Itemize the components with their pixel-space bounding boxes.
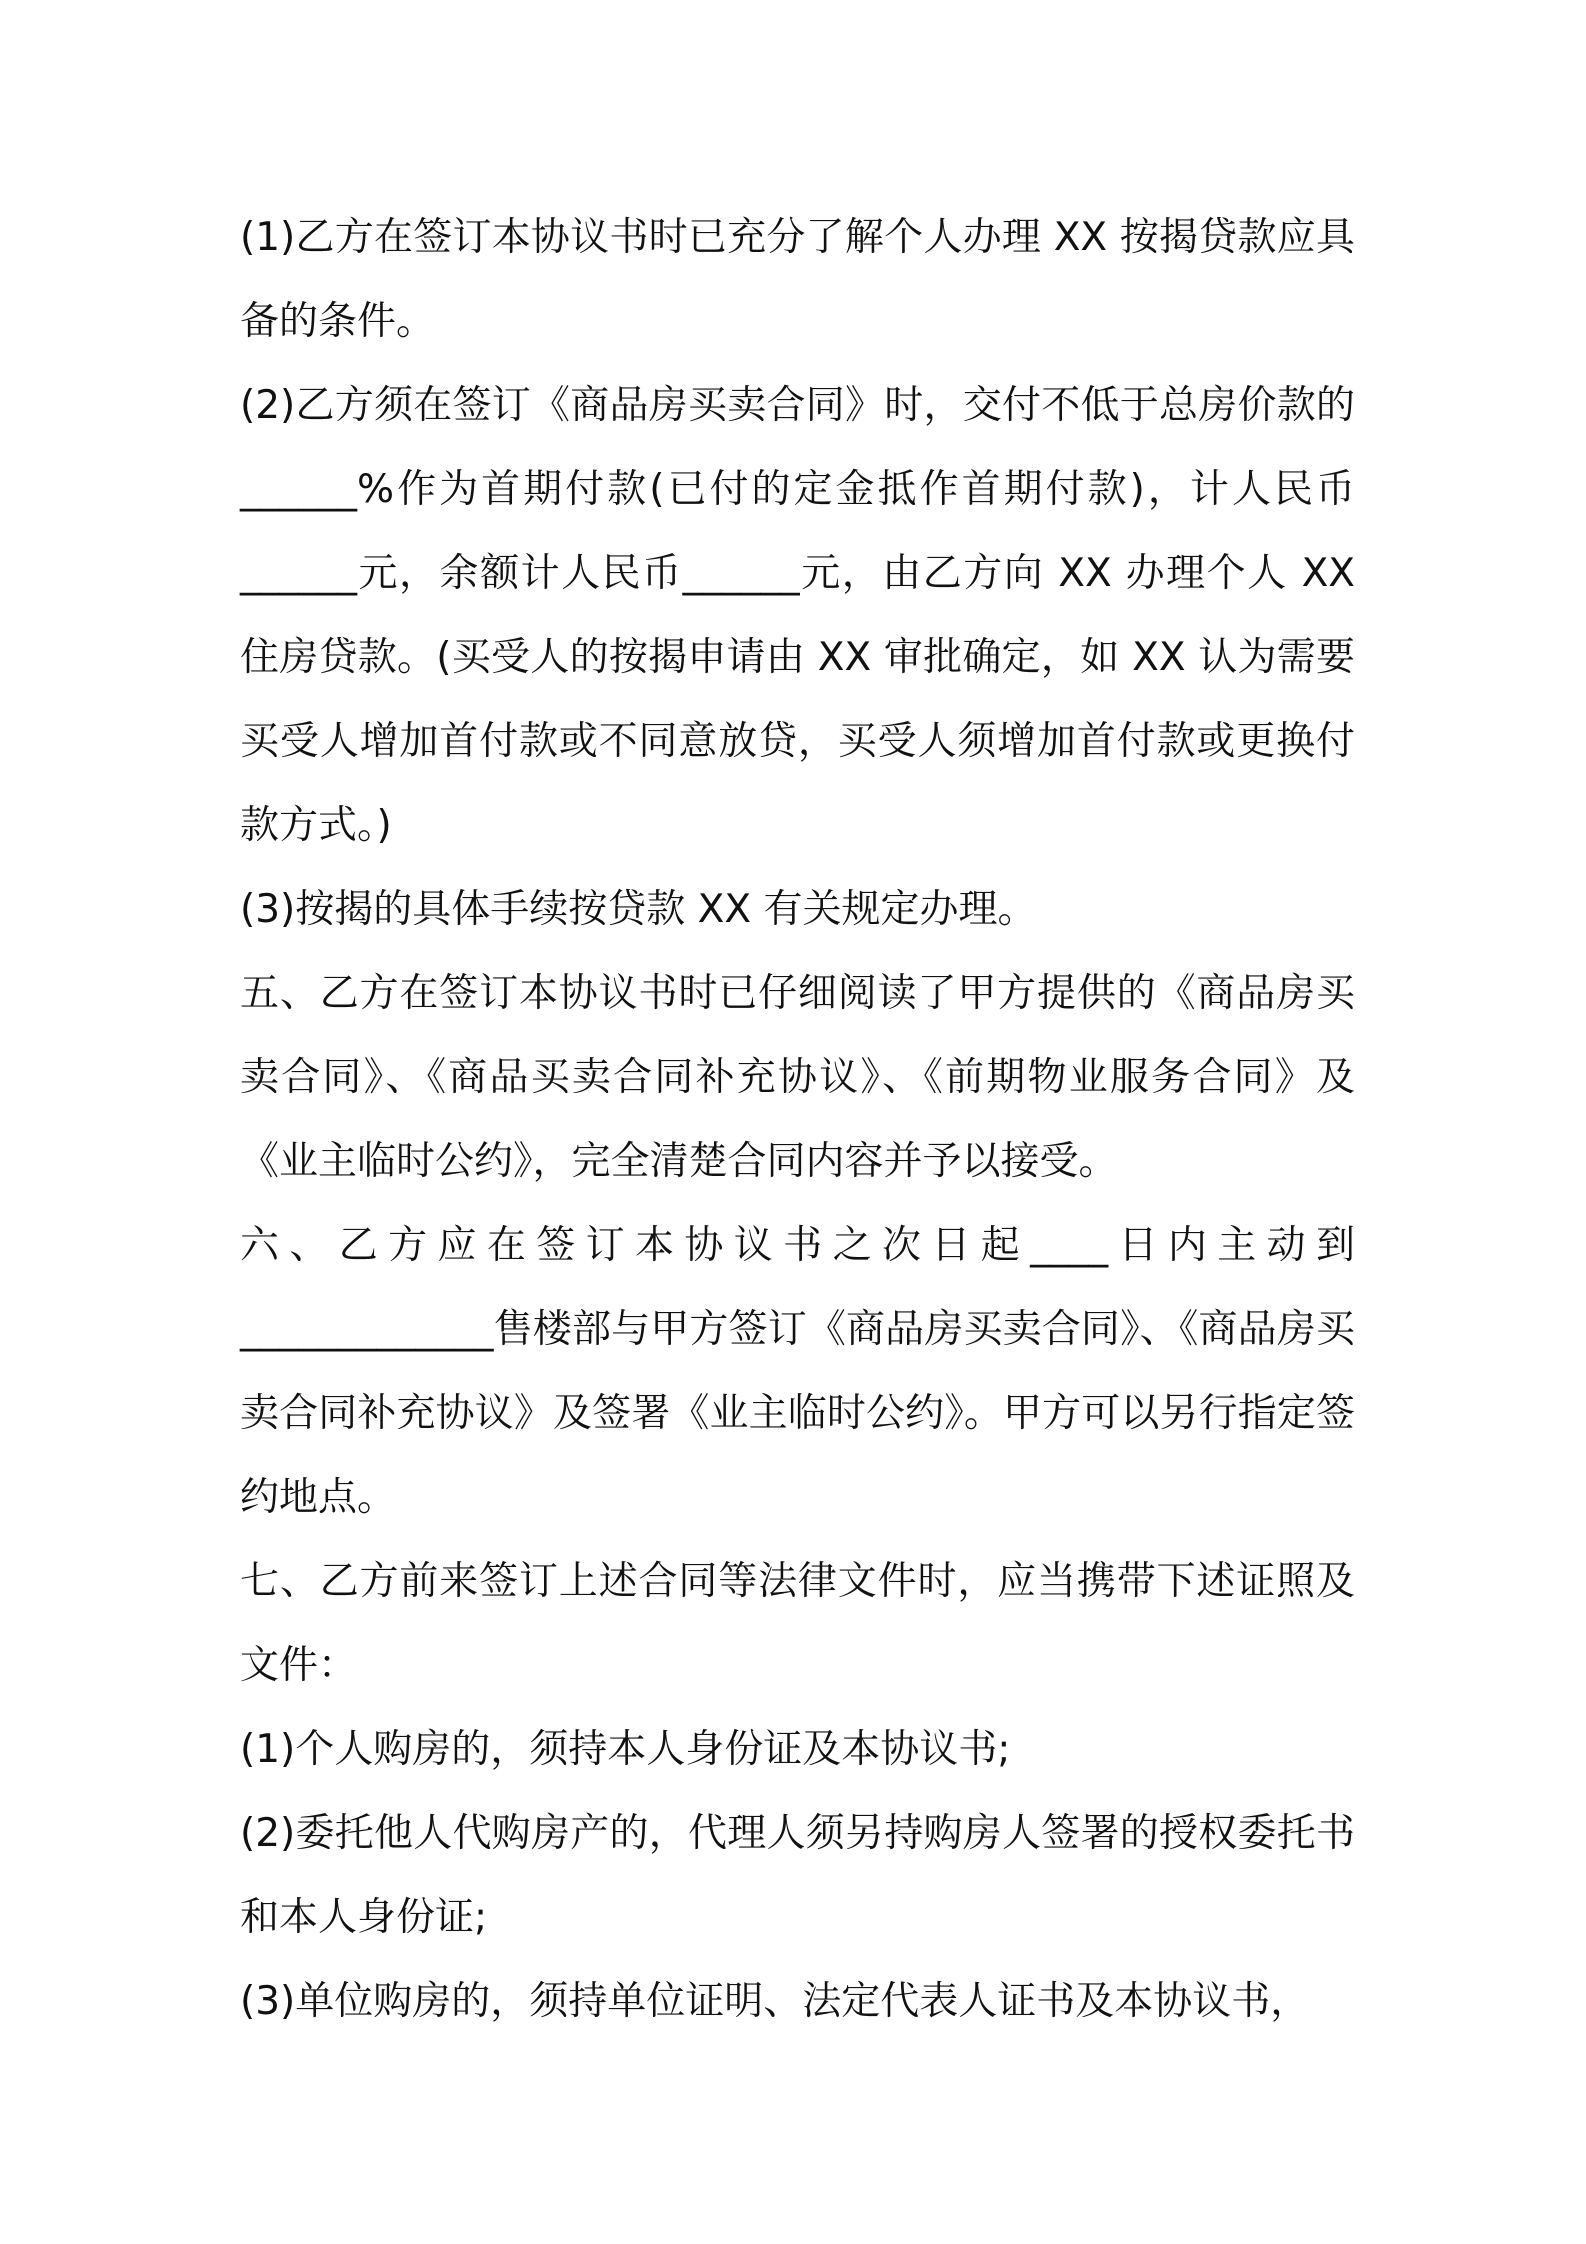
clause-4-item-2: (2)乙方须在签订《商品房买卖合同》时，交付不低于总房价款的______%作为首期付款(已付的定金抵作首期付款)，计人民币______元，余额计人民币______元，由乙方向 XX 办理个人 XX 住房贷款。(买受人的按揭申请由 XX 审批确定，如 XX 认为需要买受人增加首付款或不同意放贷，买受人须增加首付款或更换付款方式。) xyxy=(240,383,1355,848)
clause-6-line-1: 六、乙方应在签订本协议书之次日起____日内主动到 xyxy=(240,1223,1355,1268)
clause-4-item-3: (3)按揭的具体手续按贷款 XX 有关规定办理。 xyxy=(240,887,1037,932)
clause-7: 七、乙方前来签订上述合同等法律文件时，应当携带下述证照及文件： xyxy=(240,1559,1355,1688)
clause-6-continued: _____________售楼部与甲方签订《商品房买卖合同》、《商品房买卖合同补充协议》及签署《业主临时公约》。甲方可以另行指定签约地点。 xyxy=(240,1307,1355,1520)
clause-4-item-1: (1)乙方在签订本协议书时已充分了解个人办理 XX 按揭贷款应具备的条件。 xyxy=(240,215,1355,344)
document-body xyxy=(240,196,1355,2044)
clause-7-item-1: (1)个人购房的，须持本人身份证及本协议书; xyxy=(240,1727,1011,1772)
clause-7-item-3: (3)单位购房的，须持单位证明、法定代表人证书及本协议书， xyxy=(240,1979,1310,2024)
clause-5: 五、乙方在签订本协议书时已仔细阅读了甲方提供的《商品房买卖合同》、《商品买卖合同补充协议》、《前期物业服务合同》及《业主临时公约》，完全清楚合同内容并予以接受。 xyxy=(240,971,1355,1184)
clause-7-item-2: (2)委托他人代购房产的，代理人须另持购房人签署的授权委托书和本人身份证; xyxy=(240,1811,1355,1940)
